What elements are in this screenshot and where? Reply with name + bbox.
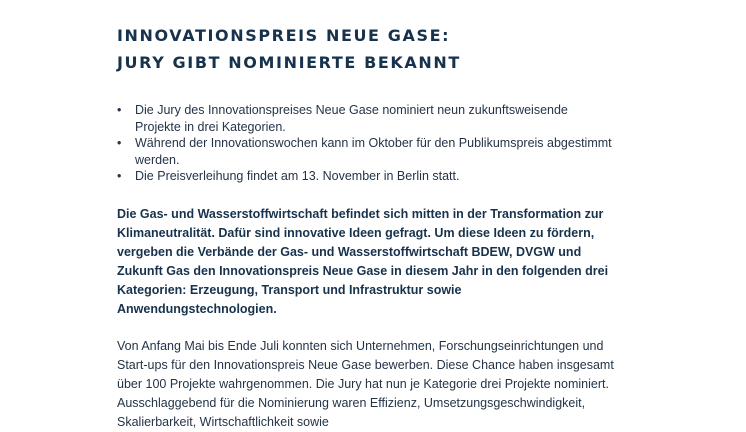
body-paragraph: Von Anfang Mai bis Ende Juli konnten sich Unternehmen, Forschungseinrichtungen und Start-ups für den Innovationspreis Neue Gase bewerben. Diese Chance haben insgesamt über 100 Projekte wahrgenommen. Die Jury hat nun je Kategorie drei Projekte nominiert. Ausschlaggebend für die Nominierung waren Effizienz, Umsetzungsgeschwindigkeit, Skalierbarkeit, Wirtschaftlichkeit sowie (117, 339, 614, 429)
page-title (117, 22, 637, 76)
summary-bullet-text: Während der Innovationswochen kann im Oktober für den Publikumspreis abgestimmt werden. (135, 136, 612, 167)
bullet-icon: • (117, 103, 122, 117)
page-title-line-1: INNOVATIONSPREIS NEUE GASE: (117, 26, 451, 45)
page-title-line-2: JURY GIBT NOMINIERTE BEKANNT (117, 53, 461, 72)
summary-bullet-item (117, 168, 617, 185)
summary-bullet-list (117, 102, 617, 185)
bullet-icon: • (117, 169, 122, 183)
summary-bullet-item (117, 135, 617, 168)
summary-bullet-text: Die Preisverleihung findet am 13. November in Berlin statt. (135, 169, 460, 183)
bullet-icon: • (117, 136, 122, 150)
lead-paragraph: Die Gas- und Wasserstoffwirtschaft befindet sich mitten in der Transformation zur Klimaneutralität. Dafür sind innovative Ideen gefragt. Um diese Ideen zu fördern, vergeben die Verbände der Gas- und Wasserstoffwirtschaft BDEW, DVGW und Zukunft Gas den Innovationspreis Neue Gase in diesem Jahr in den folgenden drei Kategorien: Erzeugung, Transport und Infrastruktur sowie Anwendungstechnologien. (117, 207, 609, 316)
summary-bullet-text: Die Jury des Innovationspreises Neue Gase nominiert neun zukunftsweisende Projekte in drei Kategorien. (135, 103, 568, 134)
summary-bullet-item (117, 102, 617, 135)
